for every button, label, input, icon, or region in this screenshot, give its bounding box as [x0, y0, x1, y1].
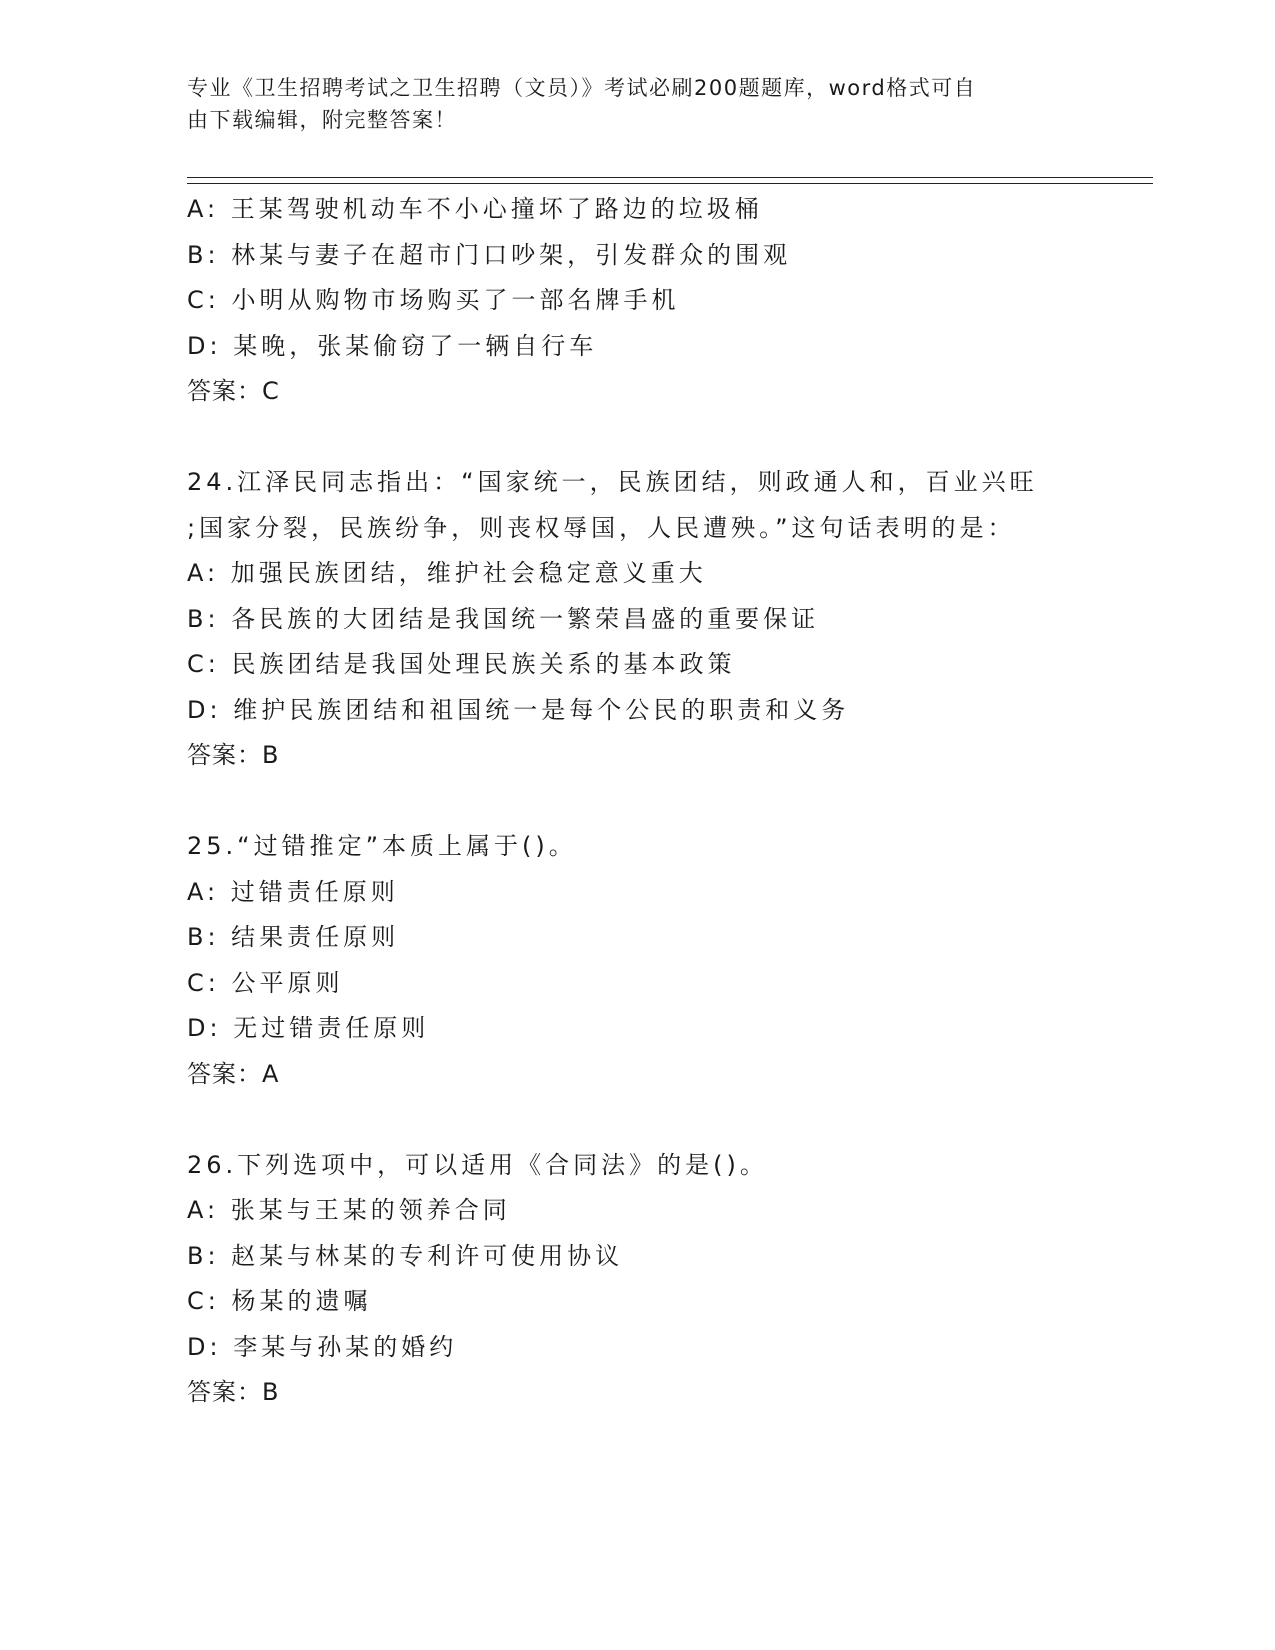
- spacer: [187, 1097, 1087, 1143]
- option-b: B: 结果责任原则: [187, 923, 400, 951]
- spacer: [187, 415, 1087, 461]
- option-a: A: 过错责任原则: [187, 877, 399, 906]
- option-c: C: 小明从购物市场购买了一部名牌手机: [187, 286, 680, 314]
- option-d: D: 某晚，张某偷窃了一辆自行车: [187, 331, 598, 360]
- question-stem: 25.“过错推定”本质上属于()。: [187, 832, 577, 860]
- option-a: A: 王某驾驶机动车不小心撞坏了路边的垃圾桶: [187, 195, 763, 223]
- option-b: B: 各民族的大团结是我国统一繁荣昌盛的重要保证: [187, 604, 820, 633]
- spacer: [187, 779, 1087, 825]
- header-divider-bottom: [187, 183, 1153, 184]
- question-26: [187, 1143, 1087, 1416]
- question-stem-continued: ;国家分裂，民族纷争，则丧权辱国，人民遭殃。”这句话表明的是：: [187, 513, 1016, 542]
- option-b: B: 林某与妻子在超市门口吵架，引发群众的围观: [187, 240, 792, 269]
- option-c: C: 公平原则: [187, 968, 344, 997]
- document-header: [187, 72, 1067, 136]
- option-c: C: 杨某的遗嘱: [187, 1287, 372, 1315]
- answer: 答案：B: [187, 1378, 280, 1406]
- header-divider-top: [187, 177, 1153, 178]
- option-b: B: 赵某与林某的专利许可使用协议: [187, 1241, 624, 1270]
- option-c: C: 民族团结是我国处理民族关系的基本政策: [187, 650, 736, 678]
- option-d: D: 维护民族团结和祖国统一是每个公民的职责和义务: [187, 695, 850, 724]
- question-24: [187, 460, 1087, 779]
- option-a: A: 加强民族团结，维护社会稳定意义重大: [187, 559, 707, 587]
- answer: 答案：B: [187, 741, 280, 769]
- header-line-2: 由下载编辑，附完整答案！: [187, 108, 457, 132]
- question-list: [187, 187, 1087, 1416]
- question-25: [187, 824, 1087, 1097]
- question-stem: 24.江泽民同志指出：“国家统一，民族团结，则政通人和，百业兴旺: [187, 468, 1038, 496]
- answer: 答案：A: [187, 1059, 280, 1088]
- option-d: D: 李某与孙某的婚约: [187, 1332, 458, 1361]
- question-stem: 26.下列选项中，可以适用《合同法》的是()。: [187, 1150, 768, 1179]
- option-a: A: 张某与王某的领养合同: [187, 1196, 511, 1224]
- answer: 答案：C: [187, 377, 280, 405]
- question-23: [187, 187, 1087, 415]
- header-line-1: 专业《卫生招聘考试之卫生招聘（文员）》考试必刷200题题库，word格式可自: [187, 76, 977, 100]
- option-d: D: 无过错责任原则: [187, 1014, 430, 1042]
